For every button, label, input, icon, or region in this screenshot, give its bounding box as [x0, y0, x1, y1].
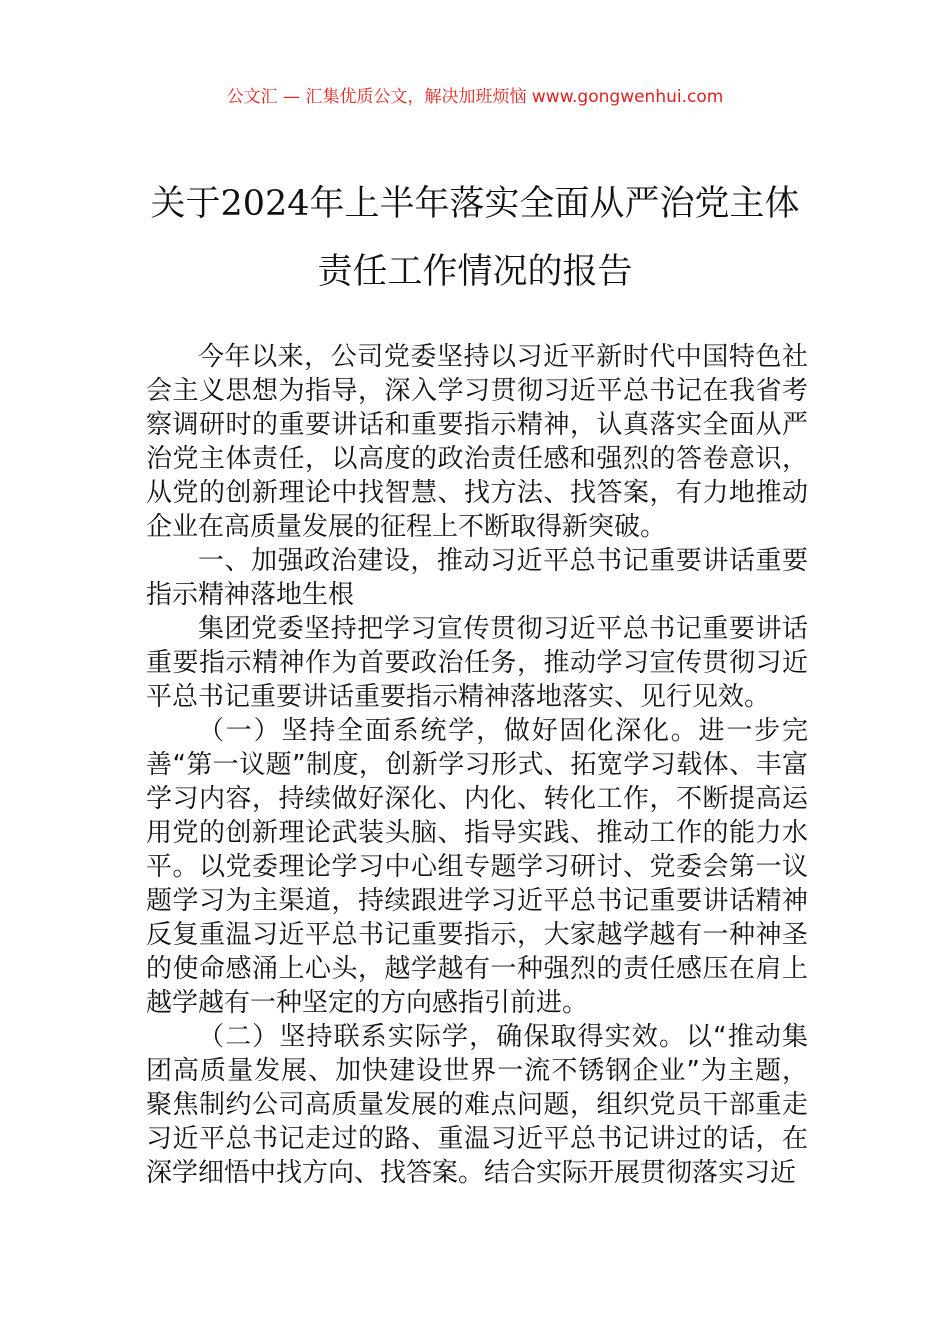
title-line-2: 责任工作情况的报告: [317, 252, 633, 292]
document-title: [80, 170, 870, 306]
section-heading-1: 一、加强政治建设，推动习近平总书记重要讲话重要指示精神落地生根: [146, 546, 808, 610]
header-banner: 公文汇 — 汇集优质公文，解决加班烦恼 www.gongwenhui.com: [226, 87, 724, 107]
document-body: [146, 340, 808, 1190]
paragraph-section-1: 集团党委坚持把学习宣传贯彻习近平总书记重要讲话重要指示精神作为首要政治任务，推动学习宣传贯彻习近平总书记重要讲话重要指示精神落地落实、见行见效。: [146, 614, 808, 712]
paragraph-subsection-2: （二）坚持联系实际学，确保取得实效。以“推动集团高质量发展、加快建设世界一流不锈钢企业”为主题，聚焦制约公司高质量发展的难点问题，组织党员干部重走习近平总书记走过的路、重温习近平总书记讲过的话，在深学细悟中找方向、找答案。结合实际开展贯彻落实习近: [146, 1022, 808, 1188]
title-line-1: 关于2024年上半年落实全面从严治党主体: [150, 184, 800, 224]
paragraph-subsection-1: （一）坚持全面系统学，做好固化深化。进一步完善“第一议题”制度，创新学习形式、拓宽学习载体、丰富学习内容，持续做好深化、内化、转化工作，不断提高运用党的创新理论武装头脑、指导实践、推动工作的能力水平。以党委理论学习中心组专题学习研讨、党委会第一议题学习为主渠道，持续跟进学习近平总书记重要讲话精神反复重温习近平总书记重要指示，大家越学越有一种神圣的使命感涌上心头，越学越有一种强烈的责任感压在肩上越学越有一种坚定的方向感指引前进。: [146, 716, 808, 1018]
paragraph-intro: 今年以来，公司党委坚持以习近平新时代中国特色社会主义思想为指导，深入学习贯彻习近平总书记在我省考察调研时的重要讲话和重要指示精神，认真落实全面从严治党主体责任，以高度的政治责任感和强烈的答卷意识，从党的创新理论中找智慧、找方法、找答案，有力地推动企业在高质量发展的征程上不断取得新突破。: [146, 342, 808, 542]
